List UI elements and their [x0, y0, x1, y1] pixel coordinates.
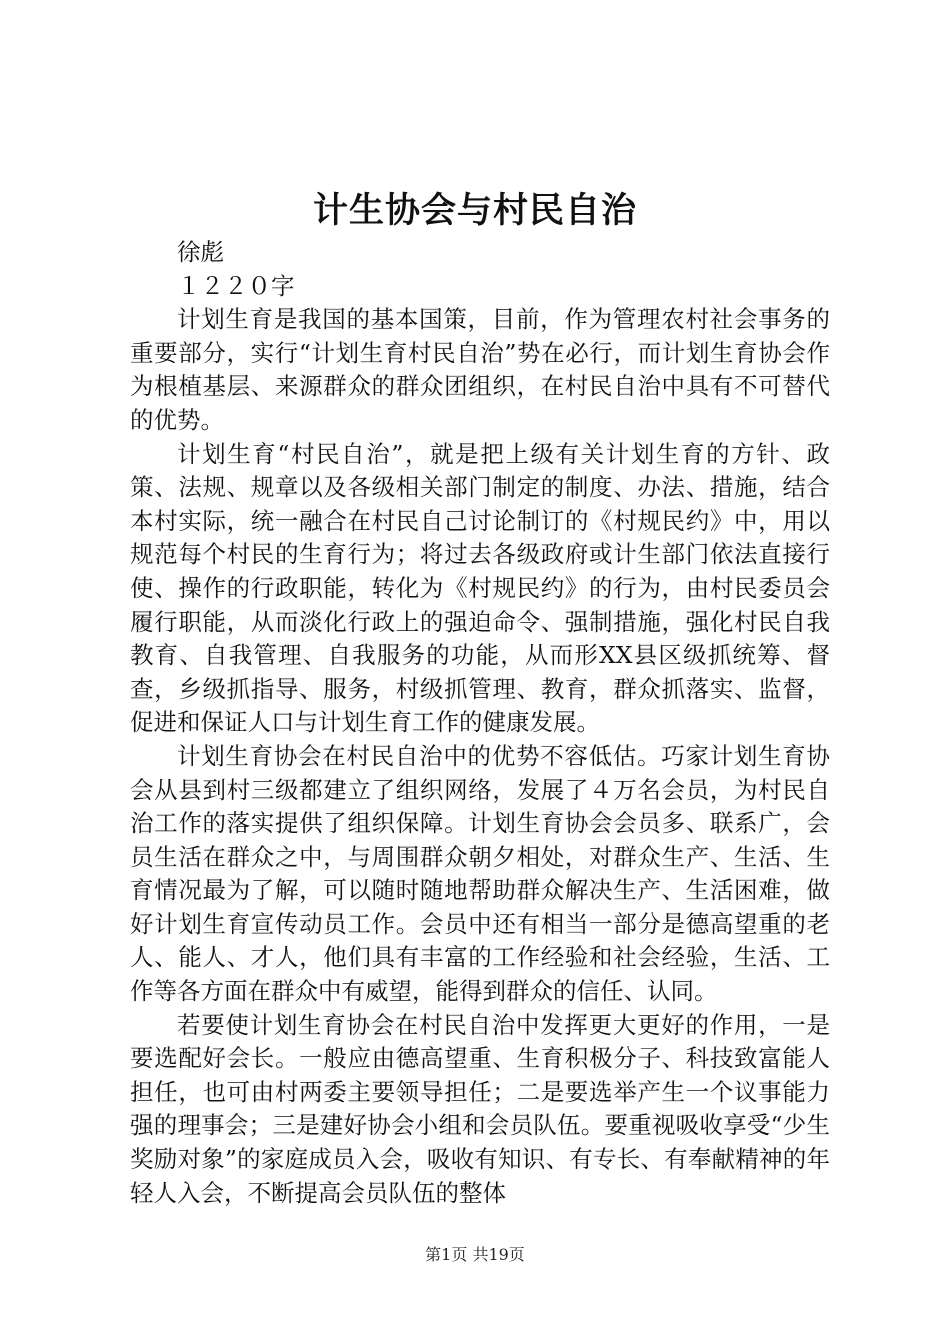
paragraph: 计划生育“村民自治”，就是把上级有关计划生育的方针、政策、法规、规章以及各级相关部门制定的制度、办法、措施，结合本村实际，统一融合在村民自己讨论制订的《村规民约》中，用以规范每个村民的生育行为；将过去各级政府或计生部门依法直接行使、操作的行政职能，转化为《村规民约》的行为，由村民委员会履行职能，从而淡化行政上的强迫命令、强制措施，强化村民自我教育、自我管理、自我服务的功能，从而形XX县区级抓统筹、督查，乡级抓指导、服务，村级抓管理、教育，群众抓落实、监督，促进和保证人口与计划生育工作的健康发展。 — [130, 439, 830, 737]
paragraph: 若要使计划生育协会在村民自治中发挥更大更好的作用，一是要选配好会长。一般应由德高望重、生育积极分子、科技致富能人担任，也可由村两委主要领导担任；二是要选举产生一个议事能力强的理事会；三是建好协会小组和会员队伍。要重视吸收享受“少生奖励对象”的家庭成员入会，吸收有知识、有专长、有奉献精神的年轻人入会，不断提高会员队伍的整体 — [130, 1010, 830, 1207]
document-body — [130, 236, 830, 1210]
paragraph: 计划生育是我国的基本国策，目前，作为管理农村社会事务的重要部分，实行“计划生育村民自治”势在必行，而计划生育协会作为根植基层、来源群众的群众团组织，在村民自治中具有不可替代的优势。 — [130, 305, 830, 434]
document-title: 计生协会与村民自治 — [312, 190, 637, 231]
author-line: 徐彪 — [177, 238, 224, 266]
page-footer: 第1页 共19页 — [425, 1245, 525, 1264]
paragraph: 计划生育协会在村民自治中的优势不容低估。巧家计划生育协会从县到村三级都建立了组织网络，发展了４万名会员，为村民自治工作的落实提供了组织保障。计划生育协会会员多、联系广，会员生活在群众之中，与周围群众朝夕相处，对群众生产、生活、生育情况最为了解，可以随时随地帮助群众解决生产、生活困难，做好计划生育宣传动员工作。会员中还有相当一部分是德高望重的老人、能人、才人，他们具有丰富的工作经验和社会经验，生活、工作等各方面在群众中有威望，能得到群众的信任、认同。 — [130, 741, 830, 1006]
word-count-line: １２２０字 — [177, 271, 295, 300]
